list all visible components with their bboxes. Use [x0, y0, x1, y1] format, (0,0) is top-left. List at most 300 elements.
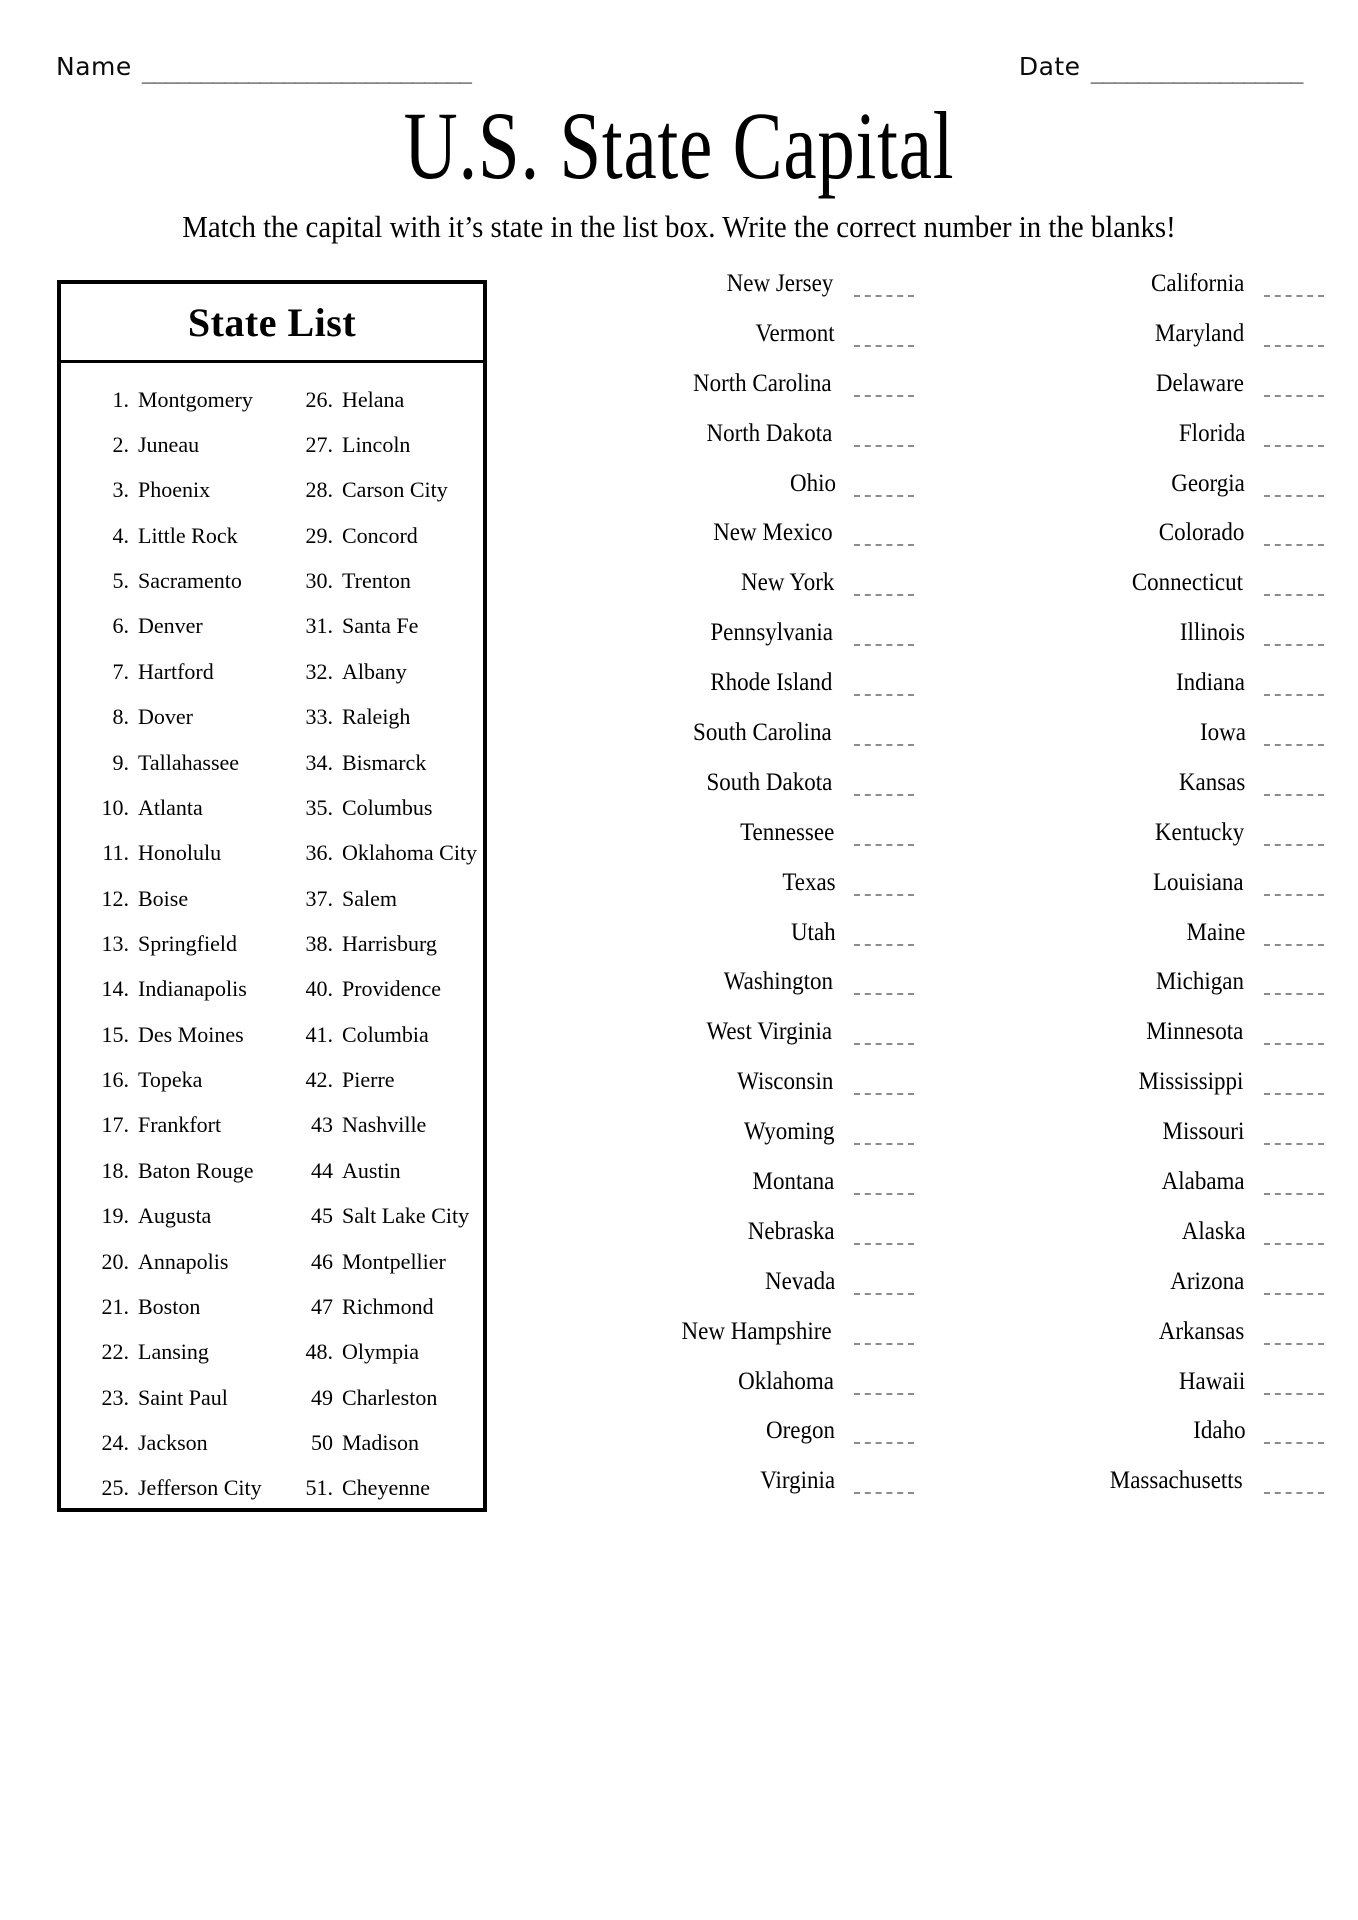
state-list-item — [289, 468, 483, 513]
state-list-item-number: 14. — [101, 976, 129, 1002]
answer-row — [520, 1018, 930, 1068]
answer-row — [930, 1268, 1340, 1318]
answer-row — [930, 1318, 1340, 1368]
answer-state-label: Rhode Island — [710, 669, 833, 697]
state-list-item-number: 38. — [305, 930, 333, 956]
state-list-item — [289, 1375, 483, 1420]
answer-row — [520, 769, 930, 819]
state-list-item — [85, 785, 279, 830]
answer-state-label: Mississippi — [1138, 1068, 1244, 1096]
answer-row — [930, 919, 1340, 969]
answer-state-label: Oregon — [766, 1417, 836, 1445]
state-list-item-number: 41. — [305, 1021, 333, 1047]
page-title: U.S. State Capital — [403, 92, 955, 199]
state-list-item — [85, 1239, 279, 1284]
answer-state-label: North Dakota — [706, 419, 833, 447]
answer-blank-line[interactable] — [854, 993, 914, 995]
answer-state-label: Pennsylvania — [710, 619, 833, 647]
answer-section — [520, 270, 1340, 1830]
state-list-item-number: 36. — [305, 840, 333, 866]
answer-state-label: New Jersey — [726, 270, 834, 297]
answer-blank-line[interactable] — [1264, 1093, 1324, 1095]
answer-blank-line[interactable] — [1264, 794, 1324, 796]
state-list-item-number: 8. — [112, 704, 129, 730]
state-list-item — [289, 558, 483, 603]
answer-state-label: Montana — [752, 1168, 835, 1196]
answer-blank-line[interactable] — [854, 844, 914, 846]
state-list-item-capital: Charleston — [342, 1384, 438, 1410]
date-blank-line[interactable]: __________________ — [1090, 59, 1302, 84]
state-list-item-number: 31. — [305, 613, 333, 639]
state-list-item-capital: Salt Lake City — [342, 1203, 470, 1229]
answer-blank-line[interactable] — [1264, 1492, 1324, 1494]
answer-row — [520, 569, 930, 619]
state-list-item — [85, 1375, 279, 1420]
answer-row — [520, 1417, 930, 1467]
answer-state-label: Oklahoma — [738, 1367, 834, 1395]
state-list-item-number: 46 — [311, 1248, 333, 1274]
answer-state-label: Virginia — [759, 1467, 835, 1495]
state-list-item — [289, 1103, 483, 1148]
answer-blank-line[interactable] — [1264, 345, 1324, 347]
answer-blank-line[interactable] — [1264, 1243, 1324, 1245]
answer-blank-line[interactable] — [854, 1193, 914, 1195]
state-list-item-number: 45 — [311, 1203, 333, 1229]
answer-state-label: Louisiana — [1153, 868, 1245, 896]
answer-state-label: Wyoming — [743, 1118, 835, 1146]
answer-state-label: Vermont — [755, 319, 835, 347]
answer-state-label: Ohio — [790, 469, 836, 497]
state-list-item — [289, 695, 483, 740]
answer-row — [930, 569, 1340, 619]
worksheet-header — [0, 52, 1358, 96]
state-list-item-capital: Cheyenne — [342, 1475, 430, 1501]
answer-state-label: South Carolina — [693, 719, 832, 747]
state-list-item-number: 48. — [305, 1339, 333, 1365]
answer-blank-line[interactable] — [1264, 1193, 1324, 1195]
answer-row — [520, 1168, 930, 1218]
answer-state-label: Georgia — [1171, 469, 1245, 497]
state-list-item-capital: Nashville — [342, 1112, 427, 1138]
state-list-item-number: 49 — [311, 1384, 333, 1410]
answer-row — [520, 869, 930, 919]
state-list-item — [85, 422, 279, 467]
answer-row — [520, 1318, 930, 1368]
answer-row — [930, 1417, 1340, 1467]
answer-blank-line[interactable] — [1264, 644, 1324, 646]
state-list-item-capital: Juneau — [138, 432, 200, 458]
answer-state-label: Arkansas — [1158, 1317, 1245, 1345]
state-list-item — [289, 1466, 483, 1511]
answer-blank-line[interactable] — [854, 1043, 914, 1045]
answer-state-label: Massachusetts — [1109, 1467, 1243, 1495]
state-list-item-capital: Tallahassee — [138, 749, 240, 775]
answer-row — [520, 1368, 930, 1418]
answer-blank-line[interactable] — [854, 495, 914, 497]
answer-row — [520, 1467, 930, 1517]
answer-blank-line[interactable] — [1264, 944, 1324, 946]
state-list-item-number: 5. — [112, 568, 129, 594]
answer-blank-line[interactable] — [1264, 1043, 1324, 1045]
state-list-item — [85, 876, 279, 921]
state-list-item — [85, 831, 279, 876]
answer-row — [930, 619, 1340, 669]
answer-row — [520, 919, 930, 969]
state-list-item-capital: Jefferson City — [138, 1475, 262, 1501]
answer-row — [520, 470, 930, 520]
answer-blank-line[interactable] — [1264, 445, 1324, 447]
state-list-item-capital: Santa Fe — [342, 613, 419, 639]
state-list-item — [85, 377, 279, 422]
answer-blank-line[interactable] — [1264, 1343, 1324, 1345]
state-list-column-left — [61, 377, 279, 1511]
state-list-item-number: 37. — [305, 885, 333, 911]
state-list-item-capital: Austin — [342, 1157, 401, 1183]
answer-row — [930, 320, 1340, 370]
state-list-item-capital: Topeka — [138, 1067, 203, 1093]
state-list-item — [85, 513, 279, 558]
state-list-item-capital: Sacramento — [138, 568, 242, 594]
state-list-item-capital: Oklahoma City — [342, 840, 478, 866]
state-list-item-capital: Little Rock — [138, 522, 238, 548]
state-list-item-number: 21. — [101, 1293, 129, 1319]
state-list-item-number: 44 — [311, 1157, 333, 1183]
answer-state-label: Arizona — [1170, 1267, 1245, 1295]
state-list-item-number: 33. — [305, 704, 333, 730]
answer-row — [930, 270, 1340, 320]
state-list-item — [85, 740, 279, 785]
state-list-item-number: 20. — [101, 1248, 129, 1274]
answer-row — [520, 968, 930, 1018]
answer-state-label: Alabama — [1161, 1168, 1245, 1196]
state-list-item-number: 40. — [305, 976, 333, 1002]
state-list-item-capital: Phoenix — [138, 477, 211, 503]
state-list-item-number: 27. — [305, 432, 333, 458]
state-list-item — [85, 649, 279, 694]
state-list-item — [289, 785, 483, 830]
state-list-item — [289, 921, 483, 966]
answer-column-two — [930, 270, 1340, 1830]
state-list-item-capital: Saint Paul — [138, 1384, 228, 1410]
state-list-item-number: 10. — [101, 794, 129, 820]
state-list-item — [289, 1148, 483, 1193]
state-list-item-capital: Boston — [138, 1293, 201, 1319]
state-list-item-capital: Springfield — [138, 930, 237, 956]
answer-state-label: Kansas — [1178, 768, 1246, 796]
name-blank-line[interactable]: ____________________________ — [141, 59, 471, 84]
state-list-item-capital: Indianapolis — [138, 976, 247, 1002]
state-list-item-capital: Salem — [342, 885, 397, 911]
state-list-box — [57, 280, 487, 1512]
state-list-item — [289, 1330, 483, 1375]
state-list-item — [85, 1057, 279, 1102]
answer-row — [520, 519, 930, 569]
answer-row — [520, 270, 930, 320]
answer-row — [930, 869, 1340, 919]
answer-row — [930, 1018, 1340, 1068]
state-list-item-capital: Montpellier — [342, 1248, 446, 1274]
answer-row — [520, 1268, 930, 1318]
state-list-item-number: 2. — [112, 432, 129, 458]
state-list-item-capital: Atlanta — [138, 794, 203, 820]
answer-blank-line[interactable] — [854, 544, 914, 546]
answer-row — [520, 619, 930, 669]
answer-blank-line[interactable] — [1264, 844, 1324, 846]
state-list-item — [85, 695, 279, 740]
answer-blank-line[interactable] — [854, 1093, 914, 1095]
state-list-item — [289, 513, 483, 558]
answer-row — [930, 519, 1340, 569]
state-list-item — [85, 1012, 279, 1057]
state-list-item-number: 16. — [101, 1067, 129, 1093]
state-list-item-capital: Lincoln — [342, 432, 411, 458]
state-list-item-number: 28. — [305, 477, 333, 503]
state-list-item-number: 32. — [305, 658, 333, 684]
date-label: Date — [1018, 52, 1081, 81]
state-list-item-capital: Richmond — [342, 1293, 434, 1319]
state-list-item-number: 3. — [112, 477, 129, 503]
state-list-item-number: 35. — [305, 794, 333, 820]
answer-blank-line[interactable] — [854, 395, 914, 397]
name-field-group — [56, 52, 471, 84]
state-list-item — [85, 967, 279, 1012]
date-field-group — [1018, 52, 1302, 84]
answer-blank-line[interactable] — [854, 1143, 914, 1145]
state-list-header — [61, 284, 483, 363]
answer-blank-line[interactable] — [854, 894, 914, 896]
answer-row — [930, 719, 1340, 769]
answer-state-label: Indiana — [1176, 669, 1246, 697]
state-list-item-number: 9. — [112, 749, 129, 775]
answer-row — [930, 669, 1340, 719]
answer-blank-line[interactable] — [1264, 594, 1324, 596]
answer-state-label: New Mexico — [713, 519, 833, 547]
answer-state-label: Alaska — [1181, 1217, 1246, 1245]
answer-blank-line[interactable] — [854, 694, 914, 696]
state-list-item — [85, 1148, 279, 1193]
answer-row — [930, 968, 1340, 1018]
answer-blank-line[interactable] — [1264, 894, 1324, 896]
state-list-item-capital: Carson City — [342, 477, 448, 503]
state-list-item-number: 50 — [311, 1429, 333, 1455]
state-list-item — [289, 1193, 483, 1238]
state-list-item-capital: Columbus — [342, 794, 433, 820]
answer-state-label: Delaware — [1156, 369, 1245, 397]
state-list-item-capital: Augusta — [138, 1203, 212, 1229]
answer-state-label: Nebraska — [747, 1217, 835, 1245]
state-list-item — [289, 1239, 483, 1284]
state-list-item-number: 30. — [305, 568, 333, 594]
answer-state-label: South Dakota — [706, 768, 833, 796]
answer-blank-line[interactable] — [1264, 744, 1324, 746]
answer-state-label: Colorado — [1158, 519, 1245, 547]
answer-row — [930, 1168, 1340, 1218]
answer-blank-line[interactable] — [854, 644, 914, 646]
answer-state-label: Florida — [1178, 419, 1246, 447]
answer-row — [930, 819, 1340, 869]
state-list-item — [289, 1284, 483, 1329]
answer-blank-line[interactable] — [854, 1343, 914, 1345]
state-list-item — [85, 921, 279, 966]
answer-state-label: Wisconsin — [737, 1068, 834, 1096]
state-list-item-number: 12. — [101, 885, 129, 911]
state-list-item-number: 43 — [311, 1112, 333, 1138]
answer-row — [930, 470, 1340, 520]
state-list-item-capital: Hartford — [138, 658, 214, 684]
state-list-item — [85, 604, 279, 649]
answer-state-label: Connecticut — [1132, 569, 1244, 597]
answer-state-label: West Virginia — [706, 1018, 833, 1046]
answer-blank-line[interactable] — [854, 944, 914, 946]
answer-row — [930, 1368, 1340, 1418]
answer-blank-line[interactable] — [854, 295, 914, 297]
answer-state-label: Idaho — [1193, 1417, 1246, 1445]
answer-row — [520, 1218, 930, 1268]
state-list-item — [289, 876, 483, 921]
answer-row — [520, 1068, 930, 1118]
answer-blank-line[interactable] — [854, 1492, 914, 1494]
state-list-item-number: 24. — [101, 1429, 129, 1455]
answer-blank-line[interactable] — [854, 594, 914, 596]
answer-row — [930, 420, 1340, 470]
state-list-title: State List — [187, 299, 357, 345]
answer-blank-line[interactable] — [854, 1442, 914, 1444]
answer-blank-line[interactable] — [854, 744, 914, 746]
answer-blank-line[interactable] — [1264, 1442, 1324, 1444]
state-list-item-number: 23. — [101, 1384, 129, 1410]
answer-blank-line[interactable] — [854, 1243, 914, 1245]
answer-blank-line[interactable] — [1264, 295, 1324, 297]
state-list-item-capital: Bismarck — [342, 749, 427, 775]
state-list-item-number: 1. — [112, 386, 129, 412]
name-label: Name — [56, 52, 132, 81]
answer-row — [930, 1467, 1340, 1517]
state-list-item — [289, 649, 483, 694]
state-list-item-capital: Des Moines — [138, 1021, 244, 1047]
answer-column-one — [520, 270, 930, 1830]
state-list-item-number: 51. — [305, 1475, 333, 1501]
answer-state-label: Washington — [723, 968, 834, 996]
state-list-item-number: 42. — [305, 1067, 333, 1093]
state-list-item-number: 19. — [101, 1203, 129, 1229]
answer-state-label: Iowa — [1200, 719, 1247, 747]
state-list-item — [289, 377, 483, 422]
state-list-item — [289, 831, 483, 876]
state-list-item-number: 18. — [101, 1157, 129, 1183]
answer-state-label: Illinois — [1179, 619, 1246, 647]
state-list-item-capital: Frankfort — [138, 1112, 222, 1138]
state-list-item — [85, 1420, 279, 1465]
answer-blank-line[interactable] — [854, 794, 914, 796]
state-list-item — [289, 967, 483, 1012]
state-list-item-number: 26. — [305, 386, 333, 412]
state-list-item-capital: Boise — [138, 885, 189, 911]
answer-blank-line[interactable] — [1264, 694, 1324, 696]
answer-state-label: Texas — [782, 868, 836, 896]
answer-state-label: Maryland — [1154, 319, 1245, 347]
answer-row — [930, 1118, 1340, 1168]
answer-state-label: Maine — [1186, 918, 1246, 946]
state-list-item-capital: Annapolis — [138, 1248, 229, 1274]
state-list-item — [289, 1012, 483, 1057]
answer-blank-line[interactable] — [854, 1393, 914, 1395]
state-list-item — [85, 1466, 279, 1511]
answer-state-label: Tennessee — [739, 818, 834, 846]
state-list-item-number: 7. — [112, 658, 129, 684]
answer-blank-line[interactable] — [1264, 993, 1324, 995]
state-list-body — [61, 363, 483, 1511]
answer-blank-line[interactable] — [854, 445, 914, 447]
state-list-item-capital: Honolulu — [138, 840, 222, 866]
answer-row — [930, 1068, 1340, 1118]
answer-row — [930, 769, 1340, 819]
state-list-item-number: 6. — [112, 613, 129, 639]
state-list-item-number: 13. — [101, 930, 129, 956]
answer-blank-line[interactable] — [1264, 1393, 1324, 1395]
answer-row — [520, 719, 930, 769]
answer-state-label: Nevada — [764, 1267, 835, 1295]
state-list-item — [289, 422, 483, 467]
state-list-item — [85, 1330, 279, 1375]
state-list-item — [289, 1057, 483, 1102]
state-list-item-number: 25. — [101, 1475, 129, 1501]
state-list-item — [289, 1420, 483, 1465]
answer-blank-line[interactable] — [854, 1293, 914, 1295]
state-list-item — [85, 1284, 279, 1329]
answer-state-label: Hawaii — [1178, 1367, 1246, 1395]
answer-row — [930, 1218, 1340, 1268]
state-list-item-number: 4. — [112, 522, 129, 548]
state-list-item — [289, 740, 483, 785]
state-list-item-capital: Albany — [342, 658, 407, 684]
answer-blank-line[interactable] — [1264, 1143, 1324, 1145]
state-list-item-capital: Baton Rouge — [138, 1157, 254, 1183]
state-list-item-capital: Trenton — [342, 568, 411, 594]
state-list-item — [85, 558, 279, 603]
answer-row — [520, 1118, 930, 1168]
answer-blank-line[interactable] — [1264, 395, 1324, 397]
state-list-item-capital: Lansing — [138, 1339, 209, 1365]
answer-state-label: North Carolina — [693, 369, 832, 397]
state-list-item-capital: Helana — [342, 386, 405, 412]
answer-blank-line[interactable] — [1264, 544, 1324, 546]
state-list-item-capital: Denver — [138, 613, 203, 639]
answer-row — [520, 819, 930, 869]
state-list-item-capital: Dover — [138, 704, 193, 730]
answer-state-label: Utah — [791, 918, 837, 946]
answer-state-label: Minnesota — [1146, 1018, 1244, 1046]
answer-row — [520, 669, 930, 719]
answer-blank-line[interactable] — [854, 345, 914, 347]
answer-blank-line[interactable] — [1264, 1293, 1324, 1295]
state-list-item — [85, 468, 279, 513]
state-list-column-right — [279, 377, 483, 1511]
answer-blank-line[interactable] — [1264, 495, 1324, 497]
state-list-item-capital: Olympia — [342, 1339, 419, 1365]
state-list-item-number: 29. — [305, 522, 333, 548]
state-list-item-number: 17. — [101, 1112, 129, 1138]
state-list-item-number: 34. — [305, 749, 333, 775]
answer-row — [520, 320, 930, 370]
state-list-item — [289, 604, 483, 649]
answer-state-label: Michigan — [1156, 968, 1245, 996]
state-list-item-number: 15. — [101, 1021, 129, 1047]
answer-state-label: Kentucky — [1154, 818, 1245, 846]
state-list-item-capital: Harrisburg — [342, 930, 437, 956]
state-list-item-capital: Raleigh — [342, 704, 411, 730]
answer-state-label: California — [1150, 270, 1244, 297]
state-list-item-number: 47 — [311, 1293, 333, 1319]
